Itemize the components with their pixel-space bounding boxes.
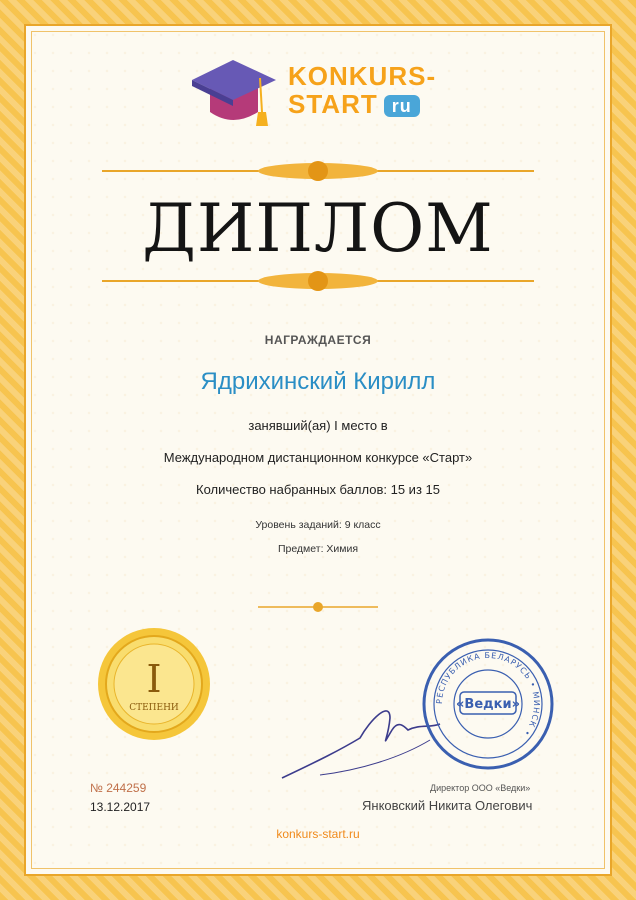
stamp-center-text: «Ведки» — [456, 697, 520, 712]
medal-label: СТЕПЕНИ — [129, 703, 179, 713]
recipient-name: Ядрихинский Кирилл — [200, 368, 436, 395]
graduation-cap-icon — [188, 50, 278, 130]
level-text: Уровень заданий: 9 класс — [255, 519, 381, 531]
top-ornament-divider — [102, 160, 534, 182]
medal-seal — [96, 626, 212, 742]
director-name: Янковский Никита Олегович — [362, 798, 533, 813]
bottom-ornament-divider — [102, 270, 534, 292]
stamp-ring-text: РЕСПУБЛИКА БЕЛАРУСЬ • МИНСК • — [434, 650, 542, 739]
medal-numeral: I — [146, 657, 162, 701]
logo-line1: KONKURS- — [288, 61, 437, 91]
contest-text: Международном дистанционном конкурсе «Старт» — [163, 450, 473, 465]
diploma-date: 13.12.2017 — [90, 800, 151, 814]
konkurs-start-logo — [188, 44, 448, 130]
logo-tld-badge: ru — [384, 95, 420, 117]
website-link[interactable]: konkurs-start.ru — [276, 827, 360, 841]
diploma-title: ДИПЛОМ — [142, 190, 494, 267]
score-text: Количество набранных баллов: 15 из 15 — [196, 482, 440, 497]
place-text: занявший(ая) I место в — [248, 418, 388, 433]
subject-text: Предмет: Химия — [277, 543, 359, 555]
awarded-label: НАГРАЖДАЕТСЯ — [264, 333, 372, 347]
logo-line2: START — [288, 89, 378, 119]
diploma-number: № 244259 — [90, 781, 147, 795]
company-stamp — [420, 636, 556, 772]
small-ornament — [258, 600, 378, 614]
director-title: Директор ООО «Ведки» — [430, 783, 531, 793]
